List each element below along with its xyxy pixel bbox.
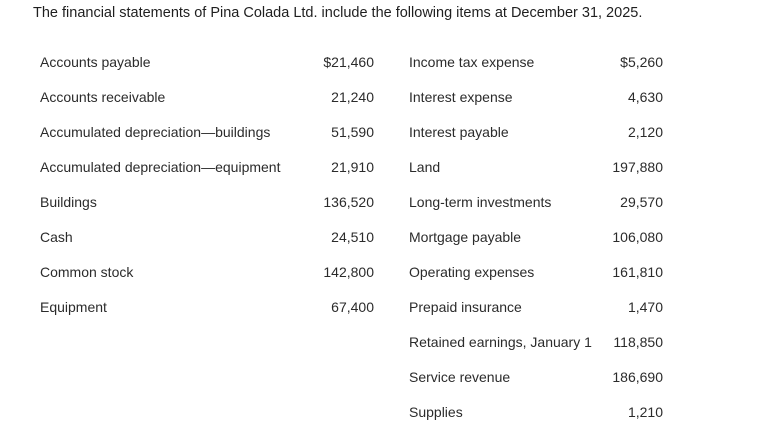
list-item <box>409 44 663 79</box>
list-item <box>409 324 663 359</box>
list-item <box>409 149 663 184</box>
list-item <box>40 254 374 289</box>
list-item <box>40 114 374 149</box>
item-amount: 4,630 <box>627 88 663 105</box>
item-amount: 29,570 <box>620 193 663 210</box>
item-amount: 106,080 <box>612 228 663 245</box>
list-item <box>409 394 663 429</box>
item-label: Cash <box>40 228 73 245</box>
item-amount: $5,260 <box>620 53 663 70</box>
item-amount: 2,120 <box>627 123 663 140</box>
item-amount: 1,470 <box>627 298 663 315</box>
right-items-list <box>409 44 663 429</box>
list-item <box>409 289 663 324</box>
item-label: Interest payable <box>409 123 509 140</box>
item-amount: 51,590 <box>331 123 374 140</box>
item-label: Service revenue <box>409 368 511 385</box>
item-amount: 186,690 <box>612 368 663 385</box>
list-item <box>40 184 374 219</box>
item-label: Income tax expense <box>409 53 535 70</box>
list-item <box>40 79 374 114</box>
item-label: Retained earnings, January 1 <box>409 333 592 350</box>
item-label: Accounts payable <box>40 53 151 70</box>
item-label: Prepaid insurance <box>409 298 522 315</box>
list-item <box>409 219 663 254</box>
intro-text: The financial statements of Pina Colada Ltd. include the following items at December 31, 2025. <box>33 5 643 21</box>
item-label: Supplies <box>409 403 463 420</box>
item-amount: 21,240 <box>331 88 374 105</box>
item-label: Accumulated depreciation—buildings <box>40 123 271 140</box>
item-label: Mortgage payable <box>409 228 522 245</box>
list-item <box>409 114 663 149</box>
list-item <box>409 184 663 219</box>
item-amount: 161,810 <box>612 263 663 280</box>
left-items-list <box>40 44 374 324</box>
list-item <box>409 359 663 394</box>
item-amount: 197,880 <box>612 158 663 175</box>
item-amount: $21,460 <box>323 53 374 70</box>
item-amount: 136,520 <box>323 193 374 210</box>
item-amount: 1,210 <box>627 403 663 420</box>
item-label: Common stock <box>40 263 134 280</box>
item-label: Operating expenses <box>409 263 535 280</box>
list-item <box>40 219 374 254</box>
list-item <box>409 254 663 289</box>
list-item <box>40 289 374 324</box>
item-label: Long-term investments <box>409 193 552 210</box>
list-item <box>40 44 374 79</box>
item-label: Interest expense <box>409 88 513 105</box>
item-label: Equipment <box>40 298 107 315</box>
list-item <box>40 149 374 184</box>
item-amount: 67,400 <box>331 298 374 315</box>
item-amount: 21,910 <box>331 158 374 175</box>
item-amount: 142,800 <box>323 263 374 280</box>
list-item <box>409 79 663 114</box>
item-label: Land <box>409 158 441 175</box>
item-label: Accumulated depreciation—equipment <box>40 158 281 175</box>
item-label: Accounts receivable <box>40 88 166 105</box>
item-amount: 118,850 <box>613 333 663 350</box>
item-amount: 24,510 <box>331 228 374 245</box>
item-label: Buildings <box>40 193 97 210</box>
